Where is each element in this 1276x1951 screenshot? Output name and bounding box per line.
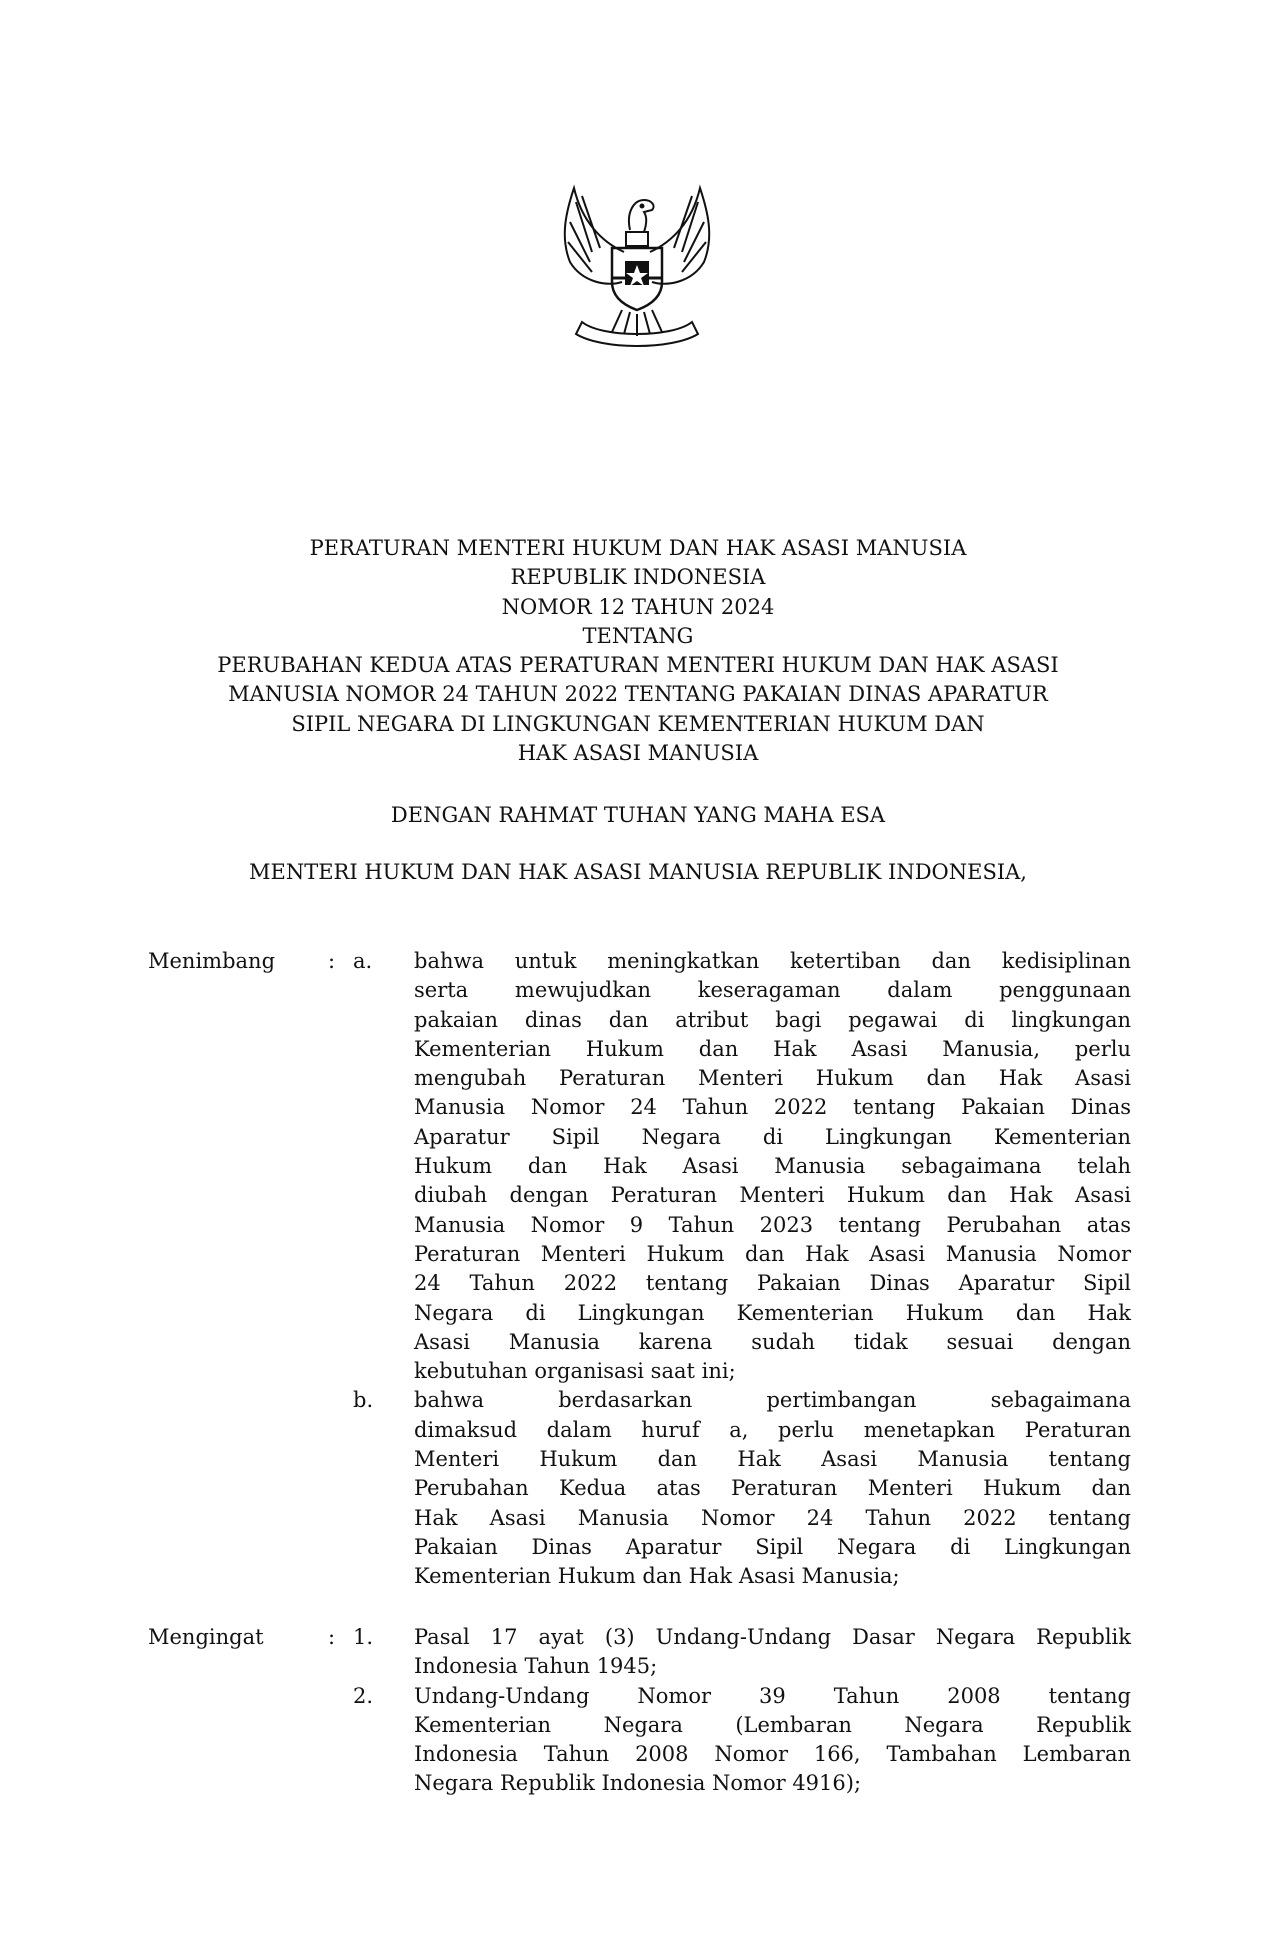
item-marker: a. xyxy=(353,949,373,973)
text-line: Indonesia Tahun 2008 Nomor 166, Tambahan Lembaran xyxy=(414,1742,1131,1767)
item-text xyxy=(414,947,1131,1386)
item-text xyxy=(414,1682,1131,1799)
text-line: Aparatur Sipil Negara di Lingkungan Kementerian xyxy=(414,1124,1131,1149)
item-text xyxy=(414,1623,1131,1682)
text-line: Manusia Nomor 24 Tahun 2022 tentang Pakaian Dinas xyxy=(414,1095,1131,1120)
document-title xyxy=(100,534,1176,768)
title-line: PERATURAN MENTERI HUKUM DAN HAK ASASI MANUSIA xyxy=(309,536,967,560)
invocation: DENGAN RAHMAT TUHAN YANG MAHA ESA xyxy=(390,803,886,827)
title-line: REPUBLIK INDONESIA xyxy=(510,565,766,590)
section-colon: : xyxy=(328,1625,336,1649)
title-line: SIPIL NEGARA DI LINGKUNGAN KEMENTERIAN HUKUM DAN xyxy=(291,711,985,736)
title-line: PERUBAHAN KEDUA ATAS PERATURAN MENTERI HUKUM DAN HAK ASASI xyxy=(217,653,1059,678)
text-line: serta mewujudkan keseragaman dalam penggunaan xyxy=(414,978,1131,1003)
text-line: Kementerian Hukum dan Hak Asasi Manusia; xyxy=(414,1564,900,1589)
text-line: Undang-Undang Nomor 39 Tahun 2008 tentang xyxy=(414,1683,1131,1708)
text-line: Menteri Hukum dan Hak Asasi Manusia tentang xyxy=(414,1447,1131,1472)
section-menimbang xyxy=(148,947,1131,1592)
text-line: pakaian dinas dan atribut bagi pegawai di lingkungan xyxy=(414,1007,1131,1032)
text-line: mengubah Peraturan Menteri Hukum dan Hak Asasi xyxy=(414,1066,1131,1091)
text-line: Negara Republik Indonesia Nomor 4916); xyxy=(414,1771,862,1796)
item-marker: 1. xyxy=(353,1625,374,1649)
text-line: Pakaian Dinas Aparatur Sipil Negara di Lingkungan xyxy=(414,1534,1131,1559)
list-item xyxy=(148,1682,1131,1799)
item-marker: b. xyxy=(353,1388,374,1413)
title-line: HAK ASASI MANUSIA xyxy=(517,741,759,766)
list-item xyxy=(148,947,1131,1386)
text-line: 24 Tahun 2022 tentang Pakaian Dinas Aparatur Sipil xyxy=(414,1271,1131,1296)
text-line: dimaksud dalam huruf a, perlu menetapkan Peraturan xyxy=(414,1417,1131,1442)
text-line: Kementerian Hukum dan Hak Asasi Manusia, perlu xyxy=(414,1036,1131,1061)
section-label: Mengingat xyxy=(148,1625,264,1649)
text-line: Kementerian Negara (Lembaran Negara Republik xyxy=(414,1712,1131,1737)
title-line: TENTANG xyxy=(582,623,694,648)
title-line: NOMOR 12 TAHUN 2024 xyxy=(501,594,775,619)
section-colon: : xyxy=(328,949,336,973)
text-line: bahwa untuk meningkatkan ketertiban dan kedisiplinan xyxy=(414,949,1131,973)
section-mengingat xyxy=(148,1623,1131,1799)
text-line: Perubahan Kedua atas Peraturan Menteri Hukum dan xyxy=(414,1476,1131,1501)
text-line: Pasal 17 ayat (3) Undang-Undang Dasar Negara Republik xyxy=(414,1625,1131,1649)
garuda-emblem-icon xyxy=(552,182,722,358)
item-marker: 2. xyxy=(353,1683,374,1708)
section-label: Menimbang xyxy=(148,949,276,973)
text-line: bahwa berdasarkan pertimbangan sebagaimana xyxy=(414,1388,1131,1413)
text-line: kebutuhan organisasi saat ini; xyxy=(414,1359,736,1384)
item-text xyxy=(414,1386,1131,1591)
text-line: Manusia Nomor 9 Tahun 2023 tentang Perubahan atas xyxy=(414,1212,1131,1237)
authority-heading: MENTERI HUKUM DAN HAK ASASI MANUSIA REPUBLIK INDONESIA, xyxy=(249,860,1027,884)
list-item xyxy=(148,1386,1131,1591)
text-line: Negara di Lingkungan Kementerian Hukum dan Hak xyxy=(414,1300,1131,1325)
list-item xyxy=(148,1623,1131,1682)
text-line: Hak Asasi Manusia Nomor 24 Tahun 2022 tentang xyxy=(414,1505,1131,1530)
text-line: Hukum dan Hak Asasi Manusia sebagaimana telah xyxy=(414,1154,1131,1179)
text-line: Asasi Manusia karena sudah tidak sesuai dengan xyxy=(414,1329,1131,1354)
text-line: Peraturan Menteri Hukum dan Hak Asasi Manusia Nomor xyxy=(414,1241,1131,1266)
text-line: Indonesia Tahun 1945; xyxy=(414,1654,658,1679)
text-line: diubah dengan Peraturan Menteri Hukum dan Hak Asasi xyxy=(414,1183,1131,1208)
title-line: MANUSIA NOMOR 24 TAHUN 2022 TENTANG PAKAIAN DINAS APARATUR xyxy=(228,682,1048,707)
